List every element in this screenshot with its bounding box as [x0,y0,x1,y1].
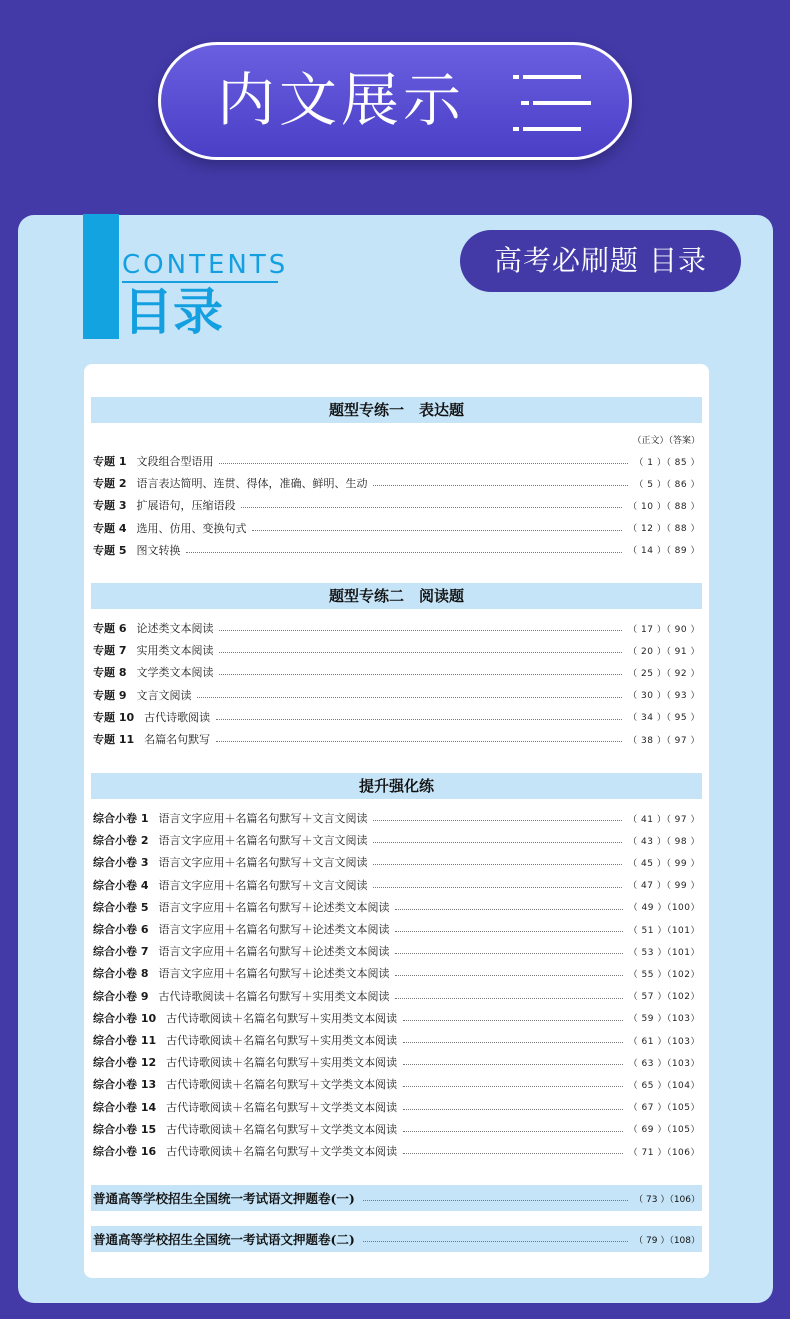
leader-dots [403,1152,623,1154]
leader-dots [252,529,622,531]
entry-label: 专题 7 [93,644,127,658]
entry-title: 语言文字应用＋名篇名句默写＋论述类文本阅读 [158,945,390,959]
book-title-badge: 高考必刷题 目录 [460,230,741,292]
entry-title: 古代诗歌阅读＋名篇名句默写＋实用类文本阅读 [166,1011,398,1025]
entry-label: 综合小卷 7 [93,945,149,959]
leader-dots [241,506,622,508]
entry-pages: （ 5 ）（ 86 ） [634,479,700,490]
leader-dots [403,1108,623,1110]
contents-title: 目录 [123,283,223,341]
entry-label: 综合小卷 9 [93,989,149,1003]
entry-title: 古代诗歌阅读＋名篇名句默写＋文学类文本阅读 [166,1122,398,1136]
entry-pages: （ 57 ）（102） [628,992,700,1003]
toc-entry [93,685,700,705]
entry-title: 古代诗歌阅读＋名篇名句默写＋文学类文本阅读 [166,1078,398,1092]
leader-dots [403,1041,623,1043]
entry-title: 古代诗歌阅读 [144,710,211,724]
entry-title: 语言文字应用＋名篇名句默写＋文言文阅读 [158,834,368,848]
entry-pages: （ 12 ）（ 88 ） [628,524,700,535]
toc-entry [93,808,700,828]
leader-dots [395,930,622,932]
leader-dots [219,651,622,653]
toc-entry [93,518,700,538]
entry-pages: （ 38 ）（ 97 ） [628,735,700,746]
toc-entry [93,1119,700,1139]
entry-label: 专题 3 [93,499,127,513]
entry-pages: （ 47 ）（ 99 ） [628,881,700,892]
toc-entry [93,1030,700,1050]
entry-pages: （ 25 ）（ 92 ） [628,668,700,679]
leader-dots [363,1240,628,1242]
leader-dots [403,1063,623,1065]
toc-entry [93,473,700,493]
entry-pages: （ 67 ）（105） [628,1103,700,1114]
entry-pages: （ 65 ）（104） [628,1080,700,1091]
entry-pages: （ 49 ）（100） [628,903,700,914]
entry-label: 专题 5 [93,543,127,557]
toc-entry [93,875,700,895]
entry-title: 语言文字应用＋名篇名句默写＋论述类文本阅读 [158,923,390,936]
leader-dots [373,841,622,843]
toc-entry [93,1052,700,1072]
entry-title: 扩展语句，压缩语段 [136,499,236,513]
toc-entry [93,1074,700,1094]
entry-title: 语言文字应用＋名篇名句默写＋文言文阅读 [158,878,368,892]
entry-pages: （ 34 ）（ 95 ） [628,713,700,724]
entry-title: 古代诗歌阅读＋名篇名句默写＋实用类文本阅读 [166,1034,398,1047]
entry-title: 语言文字应用＋名篇名句默写＋论述类文本阅读 [158,967,390,981]
entry-pages: （ 55 ）（102） [628,969,700,980]
toc-entry [93,729,700,749]
entry-label: 专题 9 [93,688,127,702]
entry-title: 语言表达简明、连贯、得体，准确、鲜明、生动 [136,477,368,491]
toc-entry [93,707,700,727]
entry-title: 古代诗歌阅读＋名篇名句默写＋实用类文本阅读 [158,989,390,1003]
entry-pages: （ 61 ）（103） [628,1036,700,1047]
entry-title: 语言文字应用＋名篇名句默写＋文言文阅读 [158,812,368,825]
entry-label: 综合小卷 13 [93,1078,157,1092]
entry-label: 综合小卷 5 [93,900,149,914]
exam-title: 普通高等学校招生全国统一考试语文押题卷(一) [93,1191,355,1206]
leader-dots [395,974,622,976]
entry-label: 专题 1 [93,455,127,468]
entry-label: 专题 10 [93,710,135,724]
entry-label: 专题 11 [93,733,135,746]
lines-icon [513,75,591,133]
entry-title: 语言文字应用＋名篇名句默写＋论述类文本阅读 [158,900,390,914]
toc-entry [93,618,700,638]
toc-entry [93,919,700,939]
entry-pages: （ 30 ）（ 93 ） [628,691,700,702]
entry-title: 论述类文本阅读 [136,622,214,635]
entry-title: 实用类文本阅读 [136,644,214,658]
entry-pages: （ 59 ）（103） [628,1014,700,1025]
entry-label: 综合小卷 10 [93,1011,157,1025]
entry-label: 专题 6 [93,622,127,635]
toc-entry [93,495,700,515]
entry-label: 综合小卷 4 [93,878,149,892]
entry-pages: （ 20 ）（ 91 ） [628,646,700,657]
entry-pages: （ 53 ）（101） [628,947,700,958]
leader-dots [216,718,622,720]
leader-dots [373,819,622,821]
leader-dots [219,462,628,464]
entry-label: 综合小卷 15 [93,1122,157,1136]
leader-dots [219,629,622,631]
entry-label: 综合小卷 2 [93,834,149,848]
toc-entry [93,640,700,660]
leader-dots [363,1199,628,1201]
column-header: （正文）（答案） [632,436,700,446]
leader-dots [403,1130,623,1132]
header-title: 内文展示 [217,66,466,134]
entry-label: 综合小卷 6 [93,923,149,936]
contents-accent-block [83,214,119,339]
contents-label: CONTENTS [122,250,289,280]
toc-entry [93,897,700,917]
header-banner [158,42,632,160]
exam-entry [91,1226,702,1252]
exam-title: 普通高等学校招生全国统一考试语文押题卷(二) [93,1232,355,1247]
leader-dots [395,952,622,954]
entry-pages: （ 63 ）（103） [628,1058,700,1069]
leader-dots [197,696,622,698]
section-header: 提升强化练 [91,773,702,799]
leader-dots [395,908,622,910]
entry-title: 古代诗歌阅读＋名篇名句默写＋文学类文本阅读 [166,1145,398,1158]
entry-title: 古代诗歌阅读＋名篇名句默写＋文学类文本阅读 [166,1100,398,1114]
entry-label: 专题 4 [93,521,127,535]
leader-dots [186,551,622,553]
entry-pages: （ 1 ）（ 85 ） [634,457,700,468]
toc-entry [93,1097,700,1117]
toc-entry [93,986,700,1006]
entry-label: 综合小卷 1 [93,812,149,825]
entry-pages: （ 51 ）（101） [628,925,700,936]
entry-title: 文学类文本阅读 [136,666,214,680]
section-header: 题型专练一 表达题 [91,397,702,423]
exam-pages: （ 73 ）（106） [634,1194,700,1205]
entry-pages: （ 41 ）（ 97 ） [628,814,700,825]
entry-title: 选用、仿用、变换句式 [136,521,247,535]
exam-pages: （ 79 ）（108） [634,1235,700,1246]
toc-entry [93,941,700,961]
leader-dots [403,1085,623,1087]
leader-dots [216,740,622,742]
exam-entry [91,1185,702,1211]
section-header: 题型专练二 阅读题 [91,583,702,609]
entry-title: 文段组合型语用 [136,455,214,468]
entry-title: 语言文字应用＋名篇名句默写＋文言文阅读 [158,856,368,870]
entry-label: 专题 2 [93,477,127,491]
toc-entry [93,963,700,983]
entry-pages: （ 43 ）（ 98 ） [628,836,700,847]
entry-label: 综合小卷 8 [93,967,149,981]
toc-entry [93,662,700,682]
toc-entry [93,540,700,560]
entry-label: 综合小卷 14 [93,1100,157,1114]
entry-label: 综合小卷 16 [93,1145,157,1158]
entry-pages: （ 69 ）（105） [628,1125,700,1136]
leader-dots [373,886,622,888]
entry-pages: （ 45 ）（ 99 ） [628,858,700,869]
toc-entry [93,852,700,872]
entry-title: 文言文阅读 [136,688,192,702]
leader-dots [219,673,622,675]
toc-entry [93,451,700,471]
leader-dots [395,997,622,999]
entry-pages: （ 17 ）（ 90 ） [628,624,700,635]
entry-pages: （ 71 ）（106） [628,1147,700,1158]
entry-label: 综合小卷 3 [93,856,149,870]
entry-title: 古代诗歌阅读＋名篇名句默写＋实用类文本阅读 [166,1056,398,1070]
entry-pages: （ 10 ）（ 88 ） [628,501,700,512]
toc-entry [93,1008,700,1028]
entry-label: 综合小卷 11 [93,1034,157,1047]
entry-title: 图文转换 [136,543,181,557]
leader-dots [373,863,622,865]
entry-label: 综合小卷 12 [93,1056,157,1070]
entry-title: 名篇名句默写 [144,733,211,746]
toc-entry [93,1141,700,1161]
entry-pages: （ 14 ）（ 89 ） [628,546,700,557]
leader-dots [403,1019,623,1021]
toc-entry [93,830,700,850]
leader-dots [373,484,628,486]
entry-label: 专题 8 [93,666,127,680]
